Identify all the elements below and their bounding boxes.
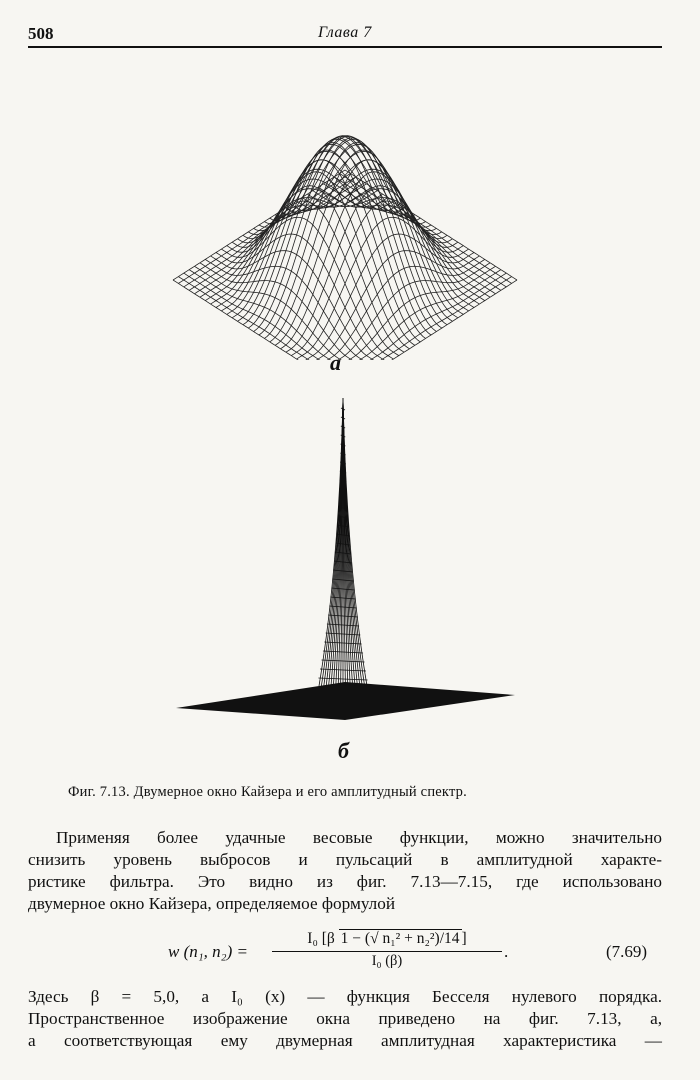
numerator-sqrt: 1 − (√ n₁² + n₂²)/14 bbox=[340, 930, 460, 947]
paragraph-line: двумерное окно Кайзера, определяемое формулой bbox=[28, 894, 396, 913]
equation-number: (7.69) bbox=[606, 942, 648, 961]
paragraph-line: снизить уровень выбросов и пульсаций в амплитудной характе- bbox=[28, 850, 662, 869]
chapter-title: Глава 7 bbox=[318, 24, 372, 41]
mesh-lines bbox=[173, 136, 517, 360]
paragraph-1 bbox=[28, 827, 662, 915]
numerator-prefix: I₀ [β bbox=[307, 930, 339, 947]
header-rule bbox=[28, 46, 662, 48]
figure-a-label: а bbox=[330, 350, 341, 375]
spectrum-peak bbox=[318, 398, 367, 686]
formula-lhs: w (n₁, n₂) = bbox=[168, 942, 248, 961]
fraction-bar bbox=[272, 951, 502, 952]
page-header bbox=[28, 24, 662, 46]
numerator-suffix: ] bbox=[461, 930, 467, 947]
formula-7-69 bbox=[168, 930, 588, 974]
paragraph-line: Пространственное изображение окна приведено на фиг. 7.13, а, bbox=[28, 1009, 662, 1028]
kaiser-window-surface-plot bbox=[0, 60, 700, 360]
amplitude-spectrum-surface-plot bbox=[0, 390, 700, 730]
figure-b-label: б bbox=[338, 738, 349, 763]
paragraph-line: а соответствующая ему двумерная амплитудная характеристика — bbox=[28, 1031, 662, 1050]
spectrum-base-plane bbox=[176, 682, 515, 720]
formula-fraction bbox=[272, 930, 502, 970]
figure-a-kaiser-window bbox=[0, 60, 700, 360]
paragraph-line: Применяя более удачные весовые функции, можно значительно bbox=[56, 828, 662, 847]
paragraph-2 bbox=[28, 986, 662, 1052]
paragraph-line: ристике фильтра. Это видно из фиг. 7.13—7.15, где использовано bbox=[28, 872, 662, 891]
formula-denominator: I₀ (β) bbox=[371, 953, 403, 970]
page-number: 508 bbox=[28, 24, 54, 43]
figure-caption: Фиг. 7.13. Двумерное окно Кайзера и его амплитудный спектр. bbox=[68, 784, 467, 800]
formula-numerator bbox=[272, 930, 502, 950]
formula-period: . bbox=[504, 942, 509, 961]
figure-b-amplitude-spectrum bbox=[0, 390, 700, 730]
paragraph-line: Здесь β = 5,0, а I₀ (x) — функция Бесселя нулевого порядка. bbox=[28, 987, 662, 1006]
